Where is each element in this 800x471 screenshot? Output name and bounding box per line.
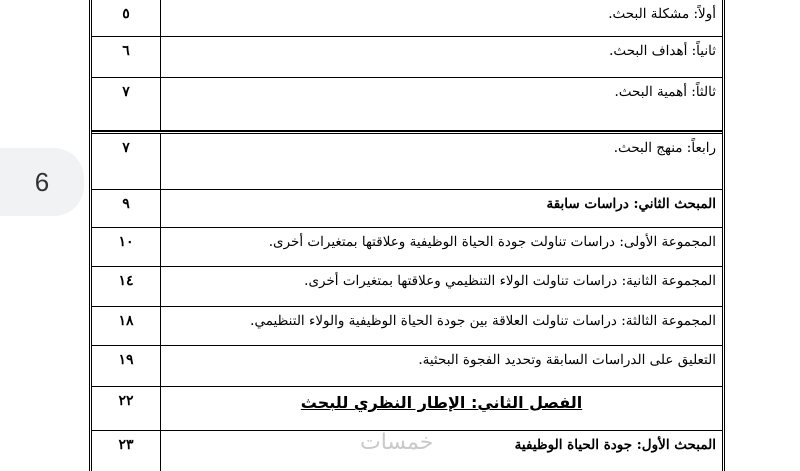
toc-section-heading: المبحث الثاني: دراسات سابقة	[546, 196, 716, 212]
toc-chapter-heading: الفصل الثاني: الإطار النظري للبحث	[300, 393, 583, 412]
toc-entry-title: ثانياً: أهداف البحث.	[609, 43, 716, 59]
watermark-logo: خمسات	[360, 430, 434, 455]
table-of-contents	[89, 0, 725, 471]
toc-row	[92, 307, 722, 346]
toc-entry-title: رابعاً: منهج البحث.	[613, 140, 716, 156]
toc-page-number: ٩	[92, 190, 161, 227]
toc-entry-title: أولاً: مشكلة البحث.	[608, 6, 716, 22]
toc-page-number: ٦	[92, 37, 161, 77]
toc-page-number: ٧	[92, 78, 161, 130]
toc-page-number: ٧	[92, 134, 161, 189]
toc-page-number: ١٩	[92, 346, 161, 386]
toc-row	[92, 78, 722, 131]
toc-row	[92, 387, 722, 431]
toc-row	[92, 267, 722, 307]
toc-row	[92, 190, 722, 228]
toc-entry-title: المجموعة الثالثة: دراسات تناولت العلاقة بين جودة الحياة الوظيفية والولاء التنظيمي.	[250, 313, 716, 329]
toc-section-heading: المبحث الأول: جودة الحياة الوظيفية	[514, 437, 716, 453]
toc-row	[92, 0, 722, 37]
toc-page-number: ١٠	[92, 228, 161, 266]
toc-row	[92, 346, 722, 387]
toc-page-number: ١٨	[92, 307, 161, 345]
toc-page-number: ٥	[92, 0, 161, 36]
toc-entry-title: ثالثاً: أهمية البحث.	[614, 84, 716, 100]
toc-entry-title: التعليق على الدراسات السابقة وتحديد الفجوة البحثية.	[418, 352, 716, 368]
toc-entry-title: المجموعة الأولى: دراسات تناولت جودة الحياة الوظيفية وعلاقتها بمتغيرات أخرى.	[268, 234, 716, 250]
toc-entry-title: المجموعة الثانية: دراسات تناولت الولاء التنظيمي وعلاقتها بمتغيرات أخرى.	[304, 273, 716, 289]
toc-row	[92, 37, 722, 78]
toc-page-number: ٢٣	[92, 431, 161, 471]
page-number-badge: 6	[0, 148, 84, 216]
toc-row	[92, 131, 722, 190]
toc-page-number: ١٤	[92, 267, 161, 306]
toc-page-number: ٢٢	[92, 387, 161, 430]
toc-row	[92, 228, 722, 267]
